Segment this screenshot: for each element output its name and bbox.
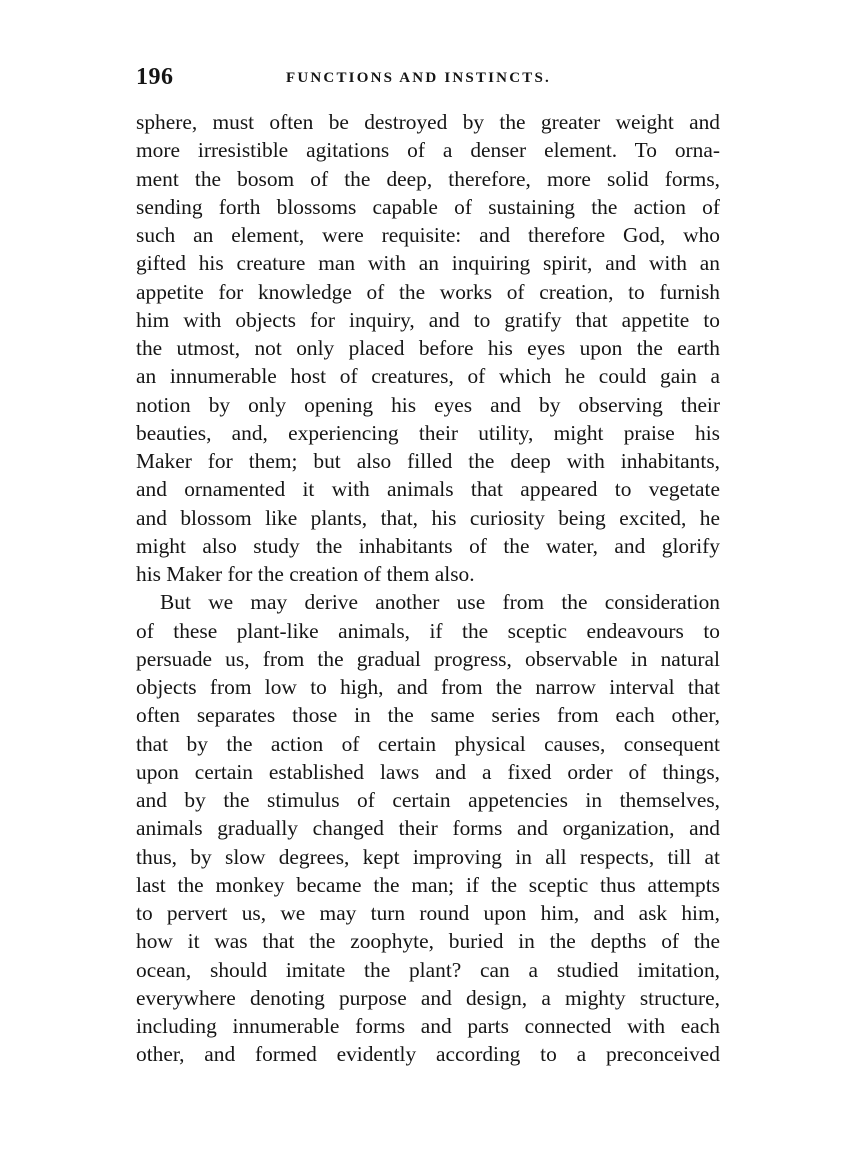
text-line: ocean, should imitate the plant? can a studied imitation, [136, 957, 720, 982]
text-line: of these plant-like animals, if the sceptic endeavours to [136, 618, 720, 643]
text-line: appetite for knowledge of the works of creation, to furnish [136, 279, 720, 304]
text-line: that by the action of certain physical causes, consequent [136, 731, 720, 756]
body-text [136, 108, 720, 1069]
page-number: 196 [136, 64, 174, 90]
running-head [136, 64, 718, 94]
text-line: more irresistible agitations of a denser element. To orna- [136, 138, 720, 163]
text-line: other, and formed evidently according to a preconceived [136, 1042, 720, 1067]
text-line: But we may derive another use from the consideration [160, 590, 720, 615]
text-line: and by the stimulus of certain appetencies in themselves, [136, 788, 720, 812]
text-line: notion by only opening his eyes and by observing their [136, 392, 720, 417]
text-line: gifted his creature man with an inquiring spirit, and with an [136, 251, 720, 276]
text-line: his Maker for the creation of them also. [136, 562, 475, 586]
text-line: him with objects for inquiry, and to gratify that appetite to [136, 307, 720, 332]
text-line: upon certain established laws and a fixed order of things, [136, 759, 720, 784]
paragraph [136, 108, 720, 588]
text-line: to pervert us, we may turn round upon him, and ask him, [136, 901, 720, 925]
text-line: everywhere denoting purpose and design, a mighty structure, [136, 985, 720, 1010]
text-line: might also study the inhabitants of the water, and glorify [136, 533, 720, 558]
text-line: the utmost, not only placed before his eyes upon the earth [136, 336, 720, 360]
text-line: ment the bosom of the deep, therefore, more solid forms, [136, 166, 720, 191]
text-line: last the monkey became the man; if the sceptic thus attempts [136, 872, 720, 897]
text-line: often separates those in the same series from each other, [136, 703, 720, 728]
text-line: including innumerable forms and parts connected with each [136, 1014, 720, 1038]
text-line: persuade us, from the gradual progress, observable in natural [136, 646, 720, 671]
text-line: sphere, must often be destroyed by the greater weight and [136, 110, 720, 134]
running-title: FUNCTIONS AND INSTINCTS. [286, 70, 551, 86]
text-line: and ornamented it with animals that appeared to vegetate [136, 477, 720, 502]
text-line: thus, by slow degrees, kept improving in all respects, till at [136, 844, 720, 869]
text-line: an innumerable host of creatures, of which he could gain a [136, 364, 720, 389]
paragraph [136, 588, 720, 1068]
text-line: sending forth blossoms capable of sustaining the action of [136, 194, 720, 219]
text-line: animals gradually changed their forms and organization, and [136, 816, 720, 841]
text-line: Maker for them; but also filled the deep with inhabitants, [136, 449, 720, 473]
text-line: and blossom like plants, that, his curiosity being excited, he [136, 505, 720, 530]
text-line: beauties, and, experiencing their utility, might praise his [136, 420, 720, 445]
text-line: such an element, were requisite: and therefore God, who [136, 223, 720, 247]
text-line: how it was that the zoophyte, buried in the depths of the [136, 929, 720, 954]
text-line: objects from low to high, and from the narrow interval that [136, 675, 720, 699]
